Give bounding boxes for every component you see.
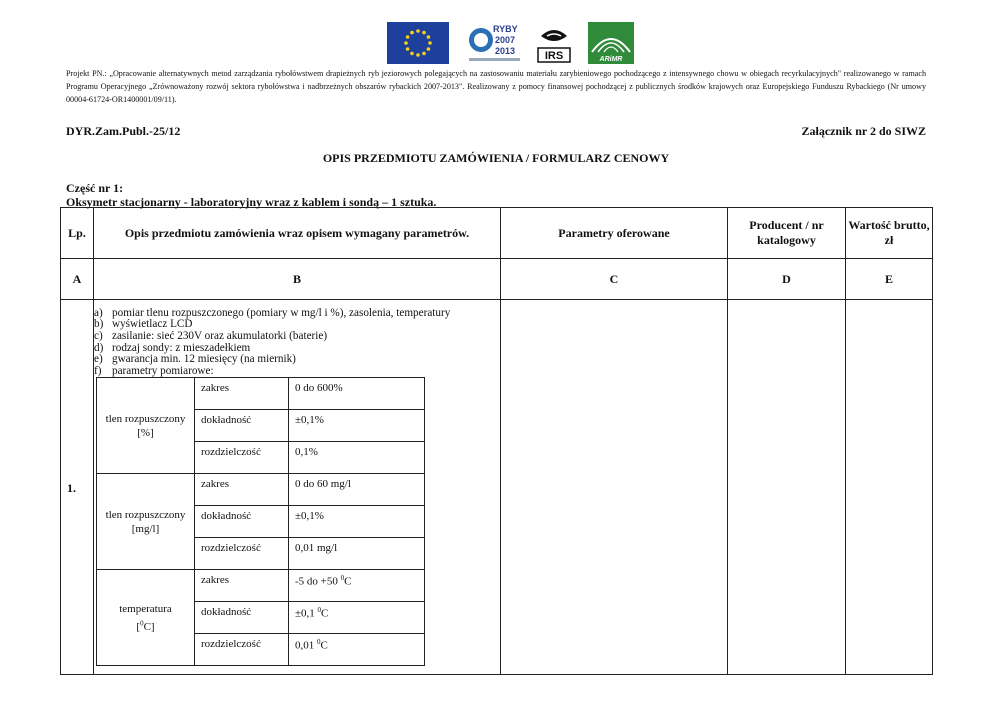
param-key: dokładność: [195, 602, 289, 634]
param-key: dokładność: [195, 506, 289, 538]
category-unit: [$^0$C]: [136, 618, 155, 633]
item-letter: d): [94, 341, 104, 354]
col-letter-e: E: [846, 259, 933, 300]
item-text: wyświetlacz LCD: [112, 318, 193, 331]
annex-label: Załącznik nr 2 do SIWZ: [801, 124, 926, 138]
ryby-title: RYBY: [493, 24, 518, 34]
irs-logo: [535, 22, 573, 64]
item-text: gwarancja min. 12 miesięcy (na miernik): [112, 353, 296, 366]
table-header-row: [61, 208, 933, 259]
col-letter-a: A: [61, 259, 94, 300]
price-form-table: [60, 207, 933, 675]
param-value: 0,1%: [289, 442, 425, 474]
measurement-params-table: [96, 377, 425, 666]
param-key: zakres: [195, 474, 289, 506]
param-key: zakres: [195, 378, 289, 410]
col-letter-b: B: [94, 259, 501, 300]
item-text: pomiar tlenu rozpuszczonego (pomiary w mg/l i %), zasolenia, temperatury: [112, 306, 451, 319]
param-value: 0,01 $^0$C: [289, 634, 425, 666]
list-item: [94, 366, 500, 378]
param-category: [97, 378, 195, 474]
arimr-text: ARiMR: [599, 56, 623, 63]
param-value: ±0,1%: [289, 410, 425, 442]
param-row: [97, 378, 425, 410]
param-key: rozdzielczość: [195, 538, 289, 570]
category-name: tlen rozpuszczony: [105, 508, 186, 521]
eu-flag-logo: [387, 22, 449, 64]
part-label: Część nr 1:: [66, 181, 124, 195]
param-value: ±0,1 $^0$C: [289, 602, 425, 634]
irs-text: IRS: [544, 50, 564, 62]
row-lp-cell: [61, 300, 94, 675]
param-value: 0,01 mg/l: [289, 538, 425, 570]
item-text: parametry pomiarowe:: [112, 364, 214, 377]
ryby-year-end: 2013: [495, 46, 516, 56]
param-row: [97, 570, 425, 602]
logo-strip: [387, 22, 637, 66]
item-letter: e): [94, 353, 103, 366]
param-key: rozdzielczość: [195, 442, 289, 474]
header-offered-params: Parametry oferowane: [501, 208, 728, 259]
offered-params-cell[interactable]: [501, 300, 728, 675]
item-letter: b): [94, 318, 104, 331]
header-producer: Producent / nr katalogowy: [728, 208, 846, 259]
header-lp: Lp.: [61, 208, 94, 259]
requirements-cell: [94, 300, 501, 675]
table-row: [61, 300, 933, 675]
category-unit: [%]: [137, 426, 154, 439]
requirements-list: [94, 308, 500, 378]
category-name: tlen rozpuszczony: [105, 412, 186, 425]
param-value: 0 do 600%: [289, 378, 425, 410]
item-text: zasilanie: sieć 230V oraz akumulatorki (baterie): [112, 329, 328, 342]
col-letter-d: D: [728, 259, 846, 300]
category-unit: [mg/l]: [131, 522, 160, 535]
item-text: rodzaj sondy: z mieszadełkiem: [112, 341, 251, 354]
param-value: -5 do +50 $^0$C: [289, 570, 425, 602]
param-key: zakres: [195, 570, 289, 602]
ryby-year-start: 2007: [495, 35, 516, 45]
param-key: dokładność: [195, 410, 289, 442]
item-letter: a): [94, 306, 103, 319]
param-value: 0 do 60 mg/l: [289, 474, 425, 506]
header-description: Opis przedmiotu zamówienia wraz opisem wymagany parametrów.: [94, 208, 501, 259]
header-gross-value: Wartość brutto, zł: [846, 208, 933, 259]
column-letter-row: [61, 259, 933, 300]
page-title: OPIS PRZEDMIOTU ZAMÓWIENIA / FORMULARZ CENOWY: [322, 151, 670, 165]
item-letter: c): [94, 329, 103, 342]
param-key: rozdzielczość: [195, 634, 289, 666]
project-description: Projekt PN.: „Opracowanie alternatywnych metod zarządzania rybołówstwem drapieżnych ryb jeziorowych polegających na zastosowaniu materiału zarybieniowego pochodzącego z intensywnego chowu w obiegach recyrkulacyjnych" realizowanego w ramach Programu Operacyjnego „Zrównoważony rozwój sektora rybołówstwa i nadbrzeżnych obszarów rybackich 2007-2013". Realizowany z pomocy finansowej pochodzącej z publicznych środków krajowych oraz Europejskiego Funduszu Rybackiego (Nr umowy 00004-61724-OR1400001/09/11).: [66, 69, 926, 104]
param-row: [97, 474, 425, 506]
producer-cell[interactable]: [728, 300, 846, 675]
param-value: ±0,1%: [289, 506, 425, 538]
document-reference: DYR.Zam.Publ.-25/12: [66, 124, 181, 138]
list-item: [94, 331, 500, 343]
param-category: [97, 570, 195, 666]
row-number: 1.: [67, 480, 76, 495]
gross-value-cell[interactable]: [846, 300, 933, 675]
arimr-logo: [588, 22, 634, 64]
category-name: temperatura: [119, 602, 172, 615]
param-category: [97, 474, 195, 570]
part-description: Oksymetr stacjonarny - laboratoryjny wraz z kablem i sondą – 1 sztuka.: [66, 195, 437, 209]
item-letter: f): [94, 364, 102, 377]
ryby-logo: [467, 22, 522, 64]
list-item: [94, 354, 500, 366]
col-letter-c: C: [501, 259, 728, 300]
